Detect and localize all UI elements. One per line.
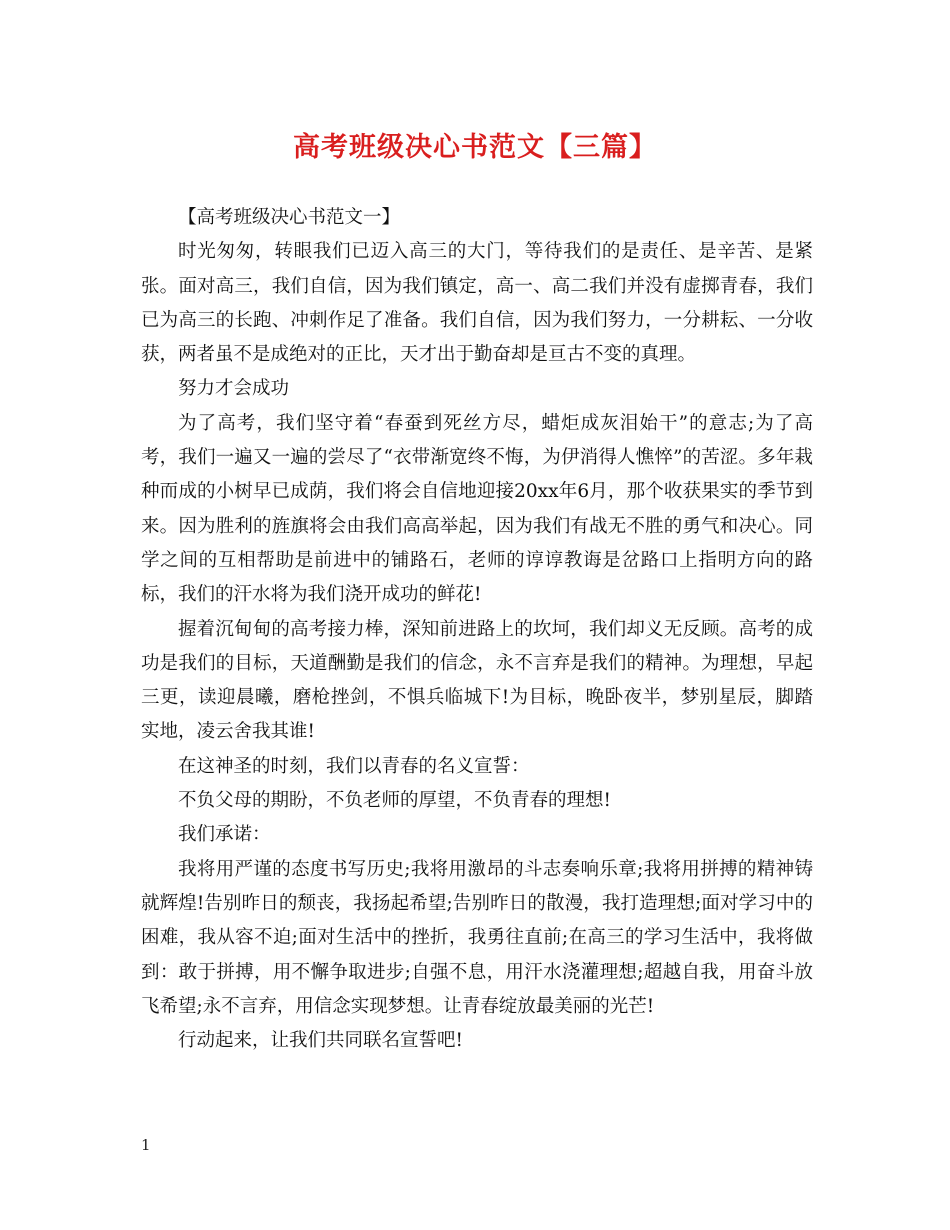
section-subheading-effort: 努力才会成功 — [178, 378, 290, 400]
page-number: 1 — [141, 1136, 151, 1154]
paragraph-call-to-action: 行动起来，让我们共同联名宣誓吧! — [178, 1030, 463, 1052]
document-title: 高考班级决心书范文【三篇】 — [293, 132, 657, 163]
paragraph-for-exam: 为了高考，我们坚守着“春蚕到死丝方尽，蜡炬成灰泪始干”的意志;为了高考，我们一遍又一遍的尝尽了“衣带渐宽终不悔，为伊消得人憔悴”的苦涩。多年栽种而成的小树早已成荫，我们将会自信地迎接20xx年6月，那个收获果实的季节到来。因为胜利的旌旗将会由我们高高举起，因为我们有战无不胜的勇气和决心。同学之间的互相帮助是前进中的铺路石，老师的谆谆教诲是岔路口上指明方向的路标，我们的汗水将为我们浇开成功的鲜花! — [141, 412, 813, 606]
paragraph-promises: 我将用严谨的态度书写历史;我将用激昂的斗志奏响乐章;我将用拼搏的精神铸就辉煌!告别昨日的颓丧，我扬起希望;告别昨日的散漫，我打造理想;面对学习中的困难，我从容不迫;面对生活中的挫折，我勇往直前;在高三的学习生活中，我将做到：敢于拼搏，用不懈争取进步;自强不息，用汗水浇灌理想;超越自我，用奋斗放飞希望;永不言弃，用信念实现梦想。让青春绽放最美丽的光芒! — [141, 858, 813, 1017]
paragraph-intro: 时光匆匆，转眼我们已迈入高三的大门，等待我们的是责任、是辛苦、是紧张。面对高三，我们自信，因为我们镇定，高一、高二我们并没有虚掷青春，我们已为高三的长跑、冲刺作足了准备。我们自信，因为我们努力，一分耕耘、一分收获，两者虽不是成绝对的正比，天才出于勤奋却是亘古不变的真理。 — [141, 241, 813, 366]
section-heading-essay-one: 【高考班级决心书范文一】 — [178, 207, 401, 228]
document-body — [141, 201, 813, 1058]
paragraph-oath: 不负父母的期盼，不负老师的厚望，不负青春的理想! — [178, 790, 611, 812]
paragraph-promise-label: 我们承诺： — [178, 824, 271, 846]
paragraph-oath-intro: 在这神圣的时刻，我们以青春的名义宣誓： — [178, 755, 530, 777]
paragraph-relay-baton: 握着沉甸甸的高考接力棒，深知前进路上的坎坷，我们却义无反顾。高考的成功是我们的目标，天道酬勤是我们的信念，永不言弃是我们的精神。为理想，早起三更，读迎晨曦，磨枪挫剑，不惧兵临城下!为目标，晚卧夜半，梦别星辰，脚踏实地，凌云舍我其谁! — [141, 618, 813, 743]
